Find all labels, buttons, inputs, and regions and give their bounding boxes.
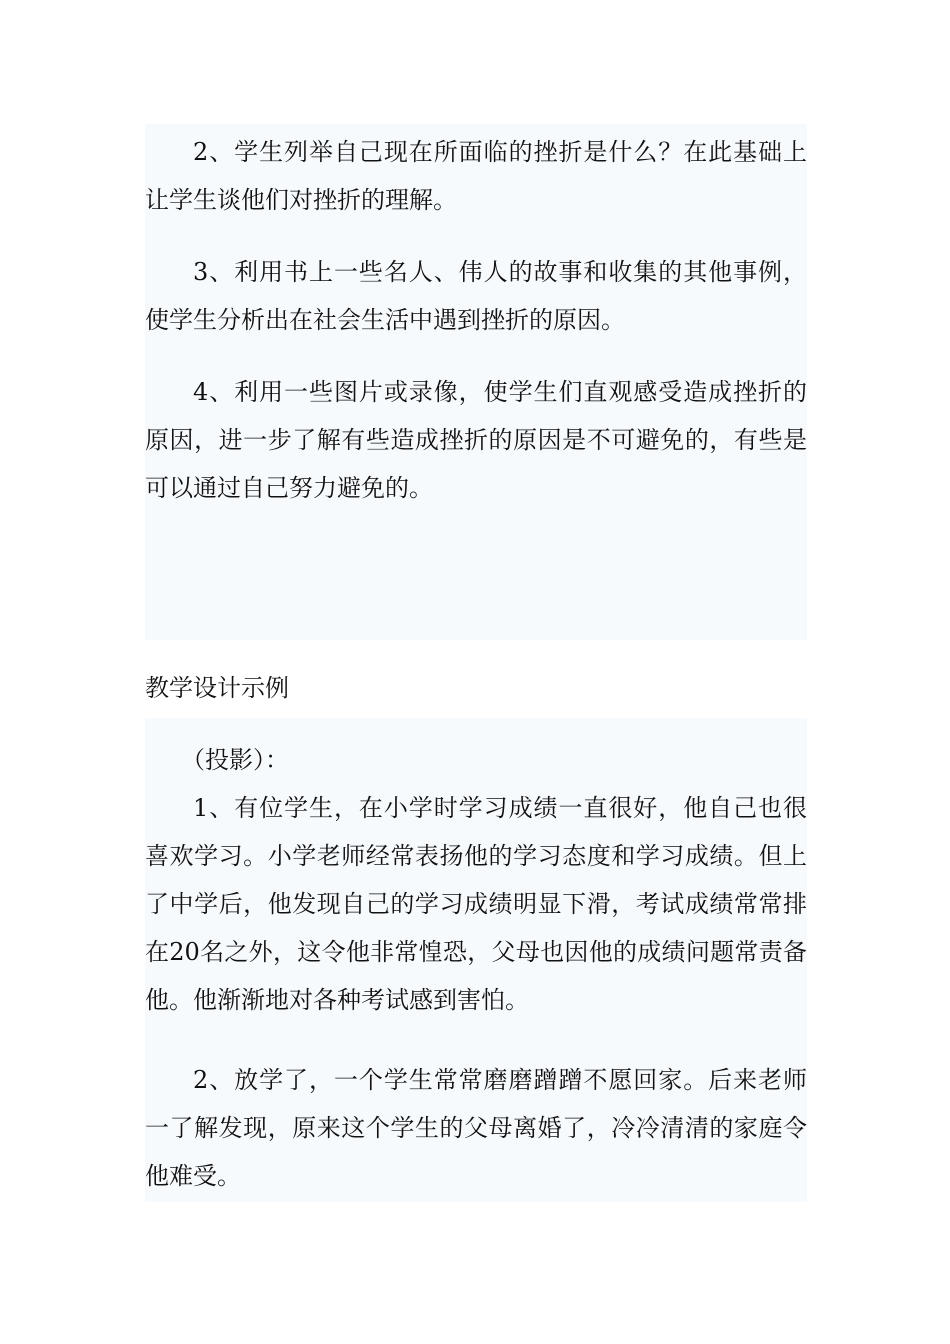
list-item-3: 3、利用书上一些名人、伟人的故事和收集的其他事例，使学生分析出在社会生活中遇到挫折的原因。 xyxy=(145,258,807,334)
case-item-1: 1、有位学生，在小学时学习成绩一直很好，他自己也很喜欢学习。小学老师经常表扬他的学习态度和学习成绩。但上了中学后，他发现自己的学习成绩明显下滑，考试成绩常常排在20名之外，这令他非常惶恐，父母也因他的成绩问题常责备他。他渐渐地对各种考试感到害怕。 xyxy=(145,794,807,1014)
section-heading: 教学设计示例 xyxy=(145,674,289,702)
list-item-4: 4、利用一些图片或录像，使学生们直观感受造成挫折的原因，进一步了解有些造成挫折的原因是不可避免的，有些是可以通过自己努力避免的。 xyxy=(145,378,807,502)
projection-label: （投影）： xyxy=(181,746,289,774)
list-item-2: 2、学生列举自己现在所面临的挫折是什么？在此基础上让学生谈他们对挫折的理解。 xyxy=(145,138,807,214)
case-item-2: 2、放学了，一个学生常常磨磨蹭蹭不愿回家。后来老师一了解发现，原来这个学生的父母离婚了，冷冷清清的家庭令他难受。 xyxy=(145,1066,807,1190)
